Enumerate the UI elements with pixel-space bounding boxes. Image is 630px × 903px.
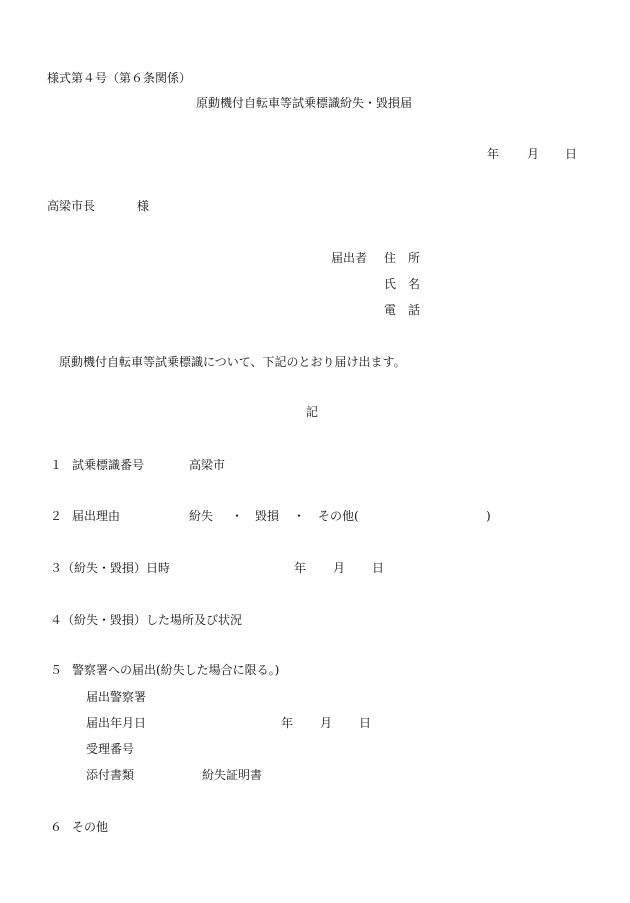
item-label: 警察署への届出(紛失した場合に限る。) bbox=[72, 663, 280, 677]
report-date-label: 届出年月日 bbox=[86, 716, 147, 730]
item-number: ５ bbox=[50, 663, 63, 677]
option-lost: 紛失 bbox=[189, 509, 214, 523]
item-number: ６ bbox=[50, 820, 63, 834]
date-month: 月 bbox=[320, 716, 333, 730]
applicant-phone-label: 電 話 bbox=[384, 303, 421, 317]
option-other-close: ) bbox=[486, 509, 491, 523]
police-station-label: 届出警察署 bbox=[86, 690, 147, 704]
date-year: 年 bbox=[294, 561, 307, 575]
item-number: １ bbox=[50, 458, 63, 472]
ki-heading: 記 bbox=[306, 405, 319, 419]
intro-text: 原動機付自転車等試乗標識について、下記のとおり届け出ます。 bbox=[59, 355, 406, 369]
item-number: ２ bbox=[50, 509, 63, 523]
attachment-label: 添付書類 bbox=[86, 768, 135, 782]
option-other: その他( bbox=[318, 509, 359, 523]
item-label: その他 bbox=[72, 820, 109, 834]
item-label: 届出理由 bbox=[72, 509, 121, 523]
form-number-label: 様式第４号（第６条関係） bbox=[47, 71, 192, 85]
option-damaged: 毀損 bbox=[255, 509, 280, 523]
document-title: 原動機付自転車等試乗標識紛失・毀損届 bbox=[196, 96, 413, 110]
applicant-name-label: 氏 名 bbox=[384, 277, 421, 291]
applicant-address-label: 住 所 bbox=[384, 251, 421, 265]
date-month: 月 bbox=[527, 147, 540, 161]
addressee-name: 高梁市長 bbox=[47, 199, 96, 213]
attachment-value: 紛失証明書 bbox=[202, 768, 263, 782]
separator-dot: ・ bbox=[231, 509, 244, 523]
item-value: 高梁市 bbox=[189, 458, 226, 472]
item-label: （紛失・毀損）日時 bbox=[62, 561, 171, 575]
date-year: 年 bbox=[487, 147, 500, 161]
receipt-number-label: 受理番号 bbox=[86, 742, 135, 756]
date-year: 年 bbox=[281, 716, 294, 730]
addressee-honorific: 様 bbox=[137, 199, 150, 213]
item-number: ４ bbox=[50, 613, 63, 627]
date-day: 日 bbox=[565, 147, 578, 161]
date-day: 日 bbox=[372, 561, 385, 575]
date-day: 日 bbox=[359, 716, 372, 730]
item-label: （紛失・毀損）した場所及び状況 bbox=[62, 613, 243, 627]
applicant-label: 届出者 bbox=[331, 251, 368, 265]
date-month: 月 bbox=[333, 561, 346, 575]
item-label: 試乗標識番号 bbox=[72, 458, 145, 472]
item-number: ３ bbox=[50, 561, 63, 575]
separator-dot: ・ bbox=[293, 509, 306, 523]
